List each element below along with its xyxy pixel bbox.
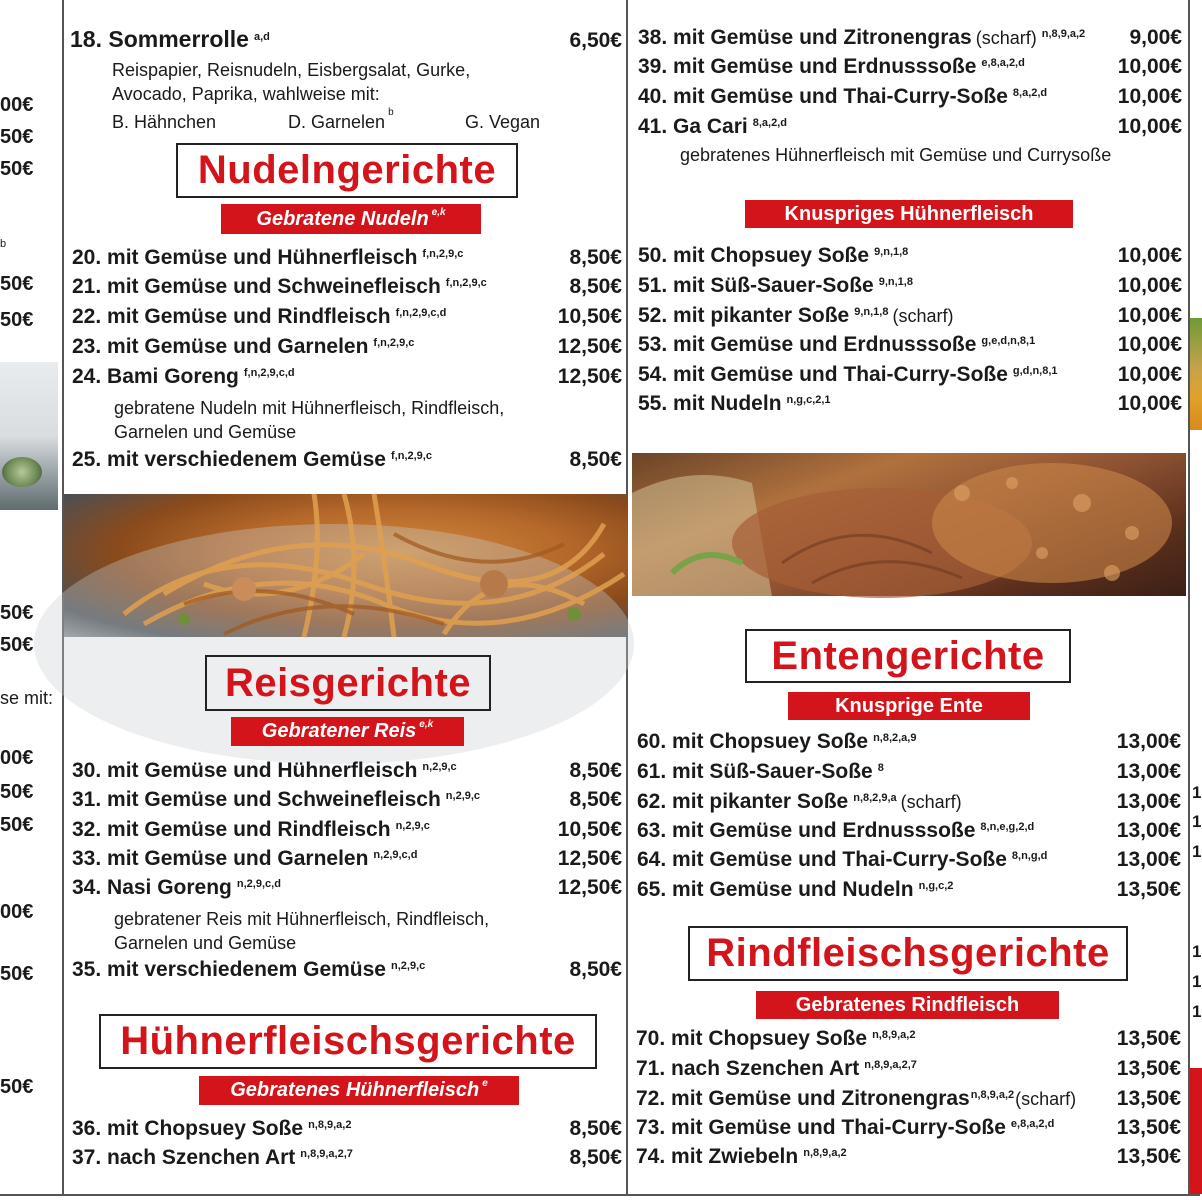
menu-item: 23. mit Gemüse und Garnelen $^{f,n,2,9,c}$ 12,50€: [72, 335, 622, 358]
left-edge-column: [0, 0, 62, 1194]
bottom-border: [0, 1194, 1200, 1196]
menu-item: 24. Bami Goreng $^{f,n,2,9,c,d}$ 12,50€: [72, 365, 622, 388]
left-edge-price: 00€: [0, 94, 34, 116]
section-banner-nudeln: Gebratene Nudeln $^{e,k}$: [221, 204, 481, 234]
menu-item: 18. Sommerrolle $^{a,d}$ 6,50€: [70, 26, 622, 52]
menu-item: 60. mit Chopsuey Soße $^{n,8,2,a,9}$ 13,00€: [637, 730, 1181, 753]
menu-item: 34. Nasi Goreng $^{n,2,9,c,d}$ 12,50€: [72, 876, 622, 899]
menu-item: 70. mit Chopsuey Soße $^{n,8,9,a,2}$ 13,50€: [636, 1027, 1181, 1050]
left-edge-price: 50€: [0, 781, 34, 803]
left-edge-price: 00€: [0, 747, 34, 769]
section-title-rind: Rindfleischsgerichte: [688, 926, 1128, 981]
left-edge-price: 50€: [0, 158, 34, 180]
menu-item: 31. mit Gemüse und Schweinefleisch $^{n,2,9,c}$ 8,50€: [72, 788, 622, 811]
right-edge-red-block: [1190, 1068, 1202, 1194]
section-title-reis: Reisgerichte: [205, 655, 491, 711]
menu-item: 63. mit Gemüse und Erdnusssoße $^{8,n,e,g,2,d}$ 13,00€: [637, 819, 1181, 842]
menu-item: 35. mit verschiedenem Gemüse $^{n,2,9,c}$ 8,50€: [72, 958, 622, 981]
right-edge-digit: 1: [1192, 1002, 1202, 1021]
menu-item: 39. mit Gemüse und Erdnusssoße $^{e,8,a,2,d}$ 10,00€: [638, 55, 1182, 78]
left-edge-price: 50€: [0, 963, 34, 985]
section-title-nudeln: Nudelngerichte: [176, 143, 518, 198]
left-edge-mark: b: [0, 238, 7, 250]
menu-item: 36. mit Chopsuey Soße $^{n,8,9,a,2}$ 8,50€: [72, 1117, 622, 1140]
menu-item: 52. mit pikanter Soße $^{9,n,1,8}$ (scharf) 10,00€: [638, 304, 1182, 327]
right-edge-digit: 1: [1192, 972, 1202, 991]
right-edge-digit: 1: [1192, 942, 1202, 961]
menu-item: 65. mit Gemüse und Nudeln $^{n,g,c,2}$ 13,50€: [637, 878, 1181, 901]
left-edge-text: se mit:: [0, 688, 54, 708]
middle-menu-column: [62, 0, 628, 1194]
item-description: Reispapier, Reisnudeln, Eisbergsalat, Gurke, Avocado, Paprika, wahlweise mit:: [112, 60, 471, 104]
menu-item: 51. mit Süß-Sauer-Soße $^{9,n,1,8}$ 10,00€: [638, 274, 1182, 297]
menu-item: 62. mit pikanter Soße $^{n,8,2,9,a}$ (scharf) 13,00€: [637, 790, 1181, 813]
left-edge-price: 50€: [0, 1076, 34, 1098]
left-edge-price: 50€: [0, 273, 34, 295]
menu-item: 22. mit Gemüse und Rindfleisch $^{f,n,2,9,c,d}$ 10,50€: [72, 305, 622, 328]
right-edge-digit: 1: [1192, 812, 1202, 831]
menu-item: 74. mit Zwiebeln $^{n,8,9,a,2}$ 13,50€: [636, 1145, 1181, 1168]
left-edge-price: 50€: [0, 814, 34, 836]
section-banner-huhn: Gebratenes Hühnerfleisch $^e$: [199, 1076, 519, 1105]
item-option: G. Vegan: [465, 112, 541, 132]
left-edge-price: 50€: [0, 602, 34, 624]
menu-item: 21. mit Gemüse und Schweinefleisch $^{f,n,2,9,c}$ 8,50€: [72, 275, 622, 298]
left-edge-price: 50€: [0, 309, 34, 331]
menu-item: 37. nach Szenchen Art $^{n,8,9,a,2,7}$ 8,50€: [72, 1146, 622, 1169]
section-banner-ente: Knusprige Ente: [788, 692, 1030, 720]
section-banner-knusprig: Knuspriges Hühnerfleisch: [745, 200, 1073, 228]
section-banner-rind: Gebratenes Rindfleisch: [756, 991, 1059, 1019]
menu-item: 55. mit Nudeln $^{n,g,c,2,1}$ 10,00€: [638, 392, 1182, 415]
menu-item: 25. mit verschiedenem Gemüse $^{f,n,2,9,c}$ 8,50€: [72, 448, 622, 471]
item-option: B. Hähnchen: [112, 112, 217, 132]
item-description: gebratene Nudeln mit Hühnerfleisch, Rindfleisch, Garnelen und Gemüse: [114, 398, 505, 442]
right-menu-column: [628, 0, 1188, 1194]
right-edge-digit: 1: [1192, 842, 1202, 861]
menu-item: 61. mit Süß-Sauer-Soße $^8$ 13,00€: [637, 760, 1181, 783]
left-edge-food-photo: [0, 362, 58, 510]
item-description: gebratener Reis mit Hühnerfleisch, Rindfleisch, Garnelen und Gemüse: [114, 909, 490, 953]
menu-item: 40. mit Gemüse und Thai-Curry-Soße $^{8,a,2,d}$ 10,00€: [638, 85, 1182, 108]
left-edge-price: 50€: [0, 634, 34, 656]
section-title-huhn: Hühnerfleischsgerichte: [99, 1014, 597, 1069]
menu-item: 53. mit Gemüse und Erdnusssoße $^{g,e,d,n,8,1}$ 10,00€: [638, 333, 1182, 356]
right-edge-column: [1188, 0, 1200, 1194]
left-edge-price: 50€: [0, 126, 34, 148]
left-edge-price: 00€: [0, 901, 34, 923]
menu-item: 50. mit Chopsuey Soße $^{9,n,1,8}$ 10,00€: [638, 244, 1182, 267]
menu-item: 41. Ga Cari $^{8,a,2,d}$ 10,00€: [638, 115, 1182, 138]
noodles-food-photo: [64, 494, 628, 637]
item-description: gebratenes Hühnerfleisch mit Gemüse und Currysoße: [680, 145, 1112, 165]
crispy-duck-food-photo: [632, 453, 1186, 596]
menu-item: 64. mit Gemüse und Thai-Curry-Soße $^{8,n,g,d}$ 13,00€: [637, 848, 1181, 871]
menu-item: 54. mit Gemüse und Thai-Curry-Soße $^{g,d,n,8,1}$ 10,00€: [638, 363, 1182, 386]
right-edge-food-photo: [1190, 318, 1202, 430]
menu-item: 20. mit Gemüse und Hühnerfleisch $^{f,n,2,9,c}$ 8,50€: [72, 246, 622, 269]
section-banner-reis: Gebratener Reis $^{e,k}$: [231, 717, 464, 746]
right-edge-digit: 1: [1192, 783, 1202, 802]
menu-item: 30. mit Gemüse und Hühnerfleisch $^{n,2,9,c}$ 8,50€: [72, 759, 622, 782]
menu-item: 33. mit Gemüse und Garnelen $^{n,2,9,c,d}$ 12,50€: [72, 847, 622, 870]
section-title-ente: Entengerichte: [745, 629, 1071, 683]
menu-item: 38. mit Gemüse und Zitronengras (scharf) $^{n,8,9,a,2}$ 9,00€: [638, 26, 1182, 49]
menu-item: 71. nach Szenchen Art $^{n,8,9,a,2,7}$ 13,50€: [636, 1057, 1181, 1080]
menu-item: 72. mit Gemüse und Zitronengras $^{n,8,9,a,2}$ (scharf) 13,50€: [636, 1087, 1181, 1110]
menu-item: 32. mit Gemüse und Rindfleisch $^{n,2,9,c}$ 10,50€: [72, 818, 622, 841]
menu-item: 73. mit Gemüse und Thai-Curry-Soße $^{e,8,a,2,d}$ 13,50€: [636, 1116, 1181, 1139]
item-option: D. Garnelen $^b$: [288, 107, 394, 132]
